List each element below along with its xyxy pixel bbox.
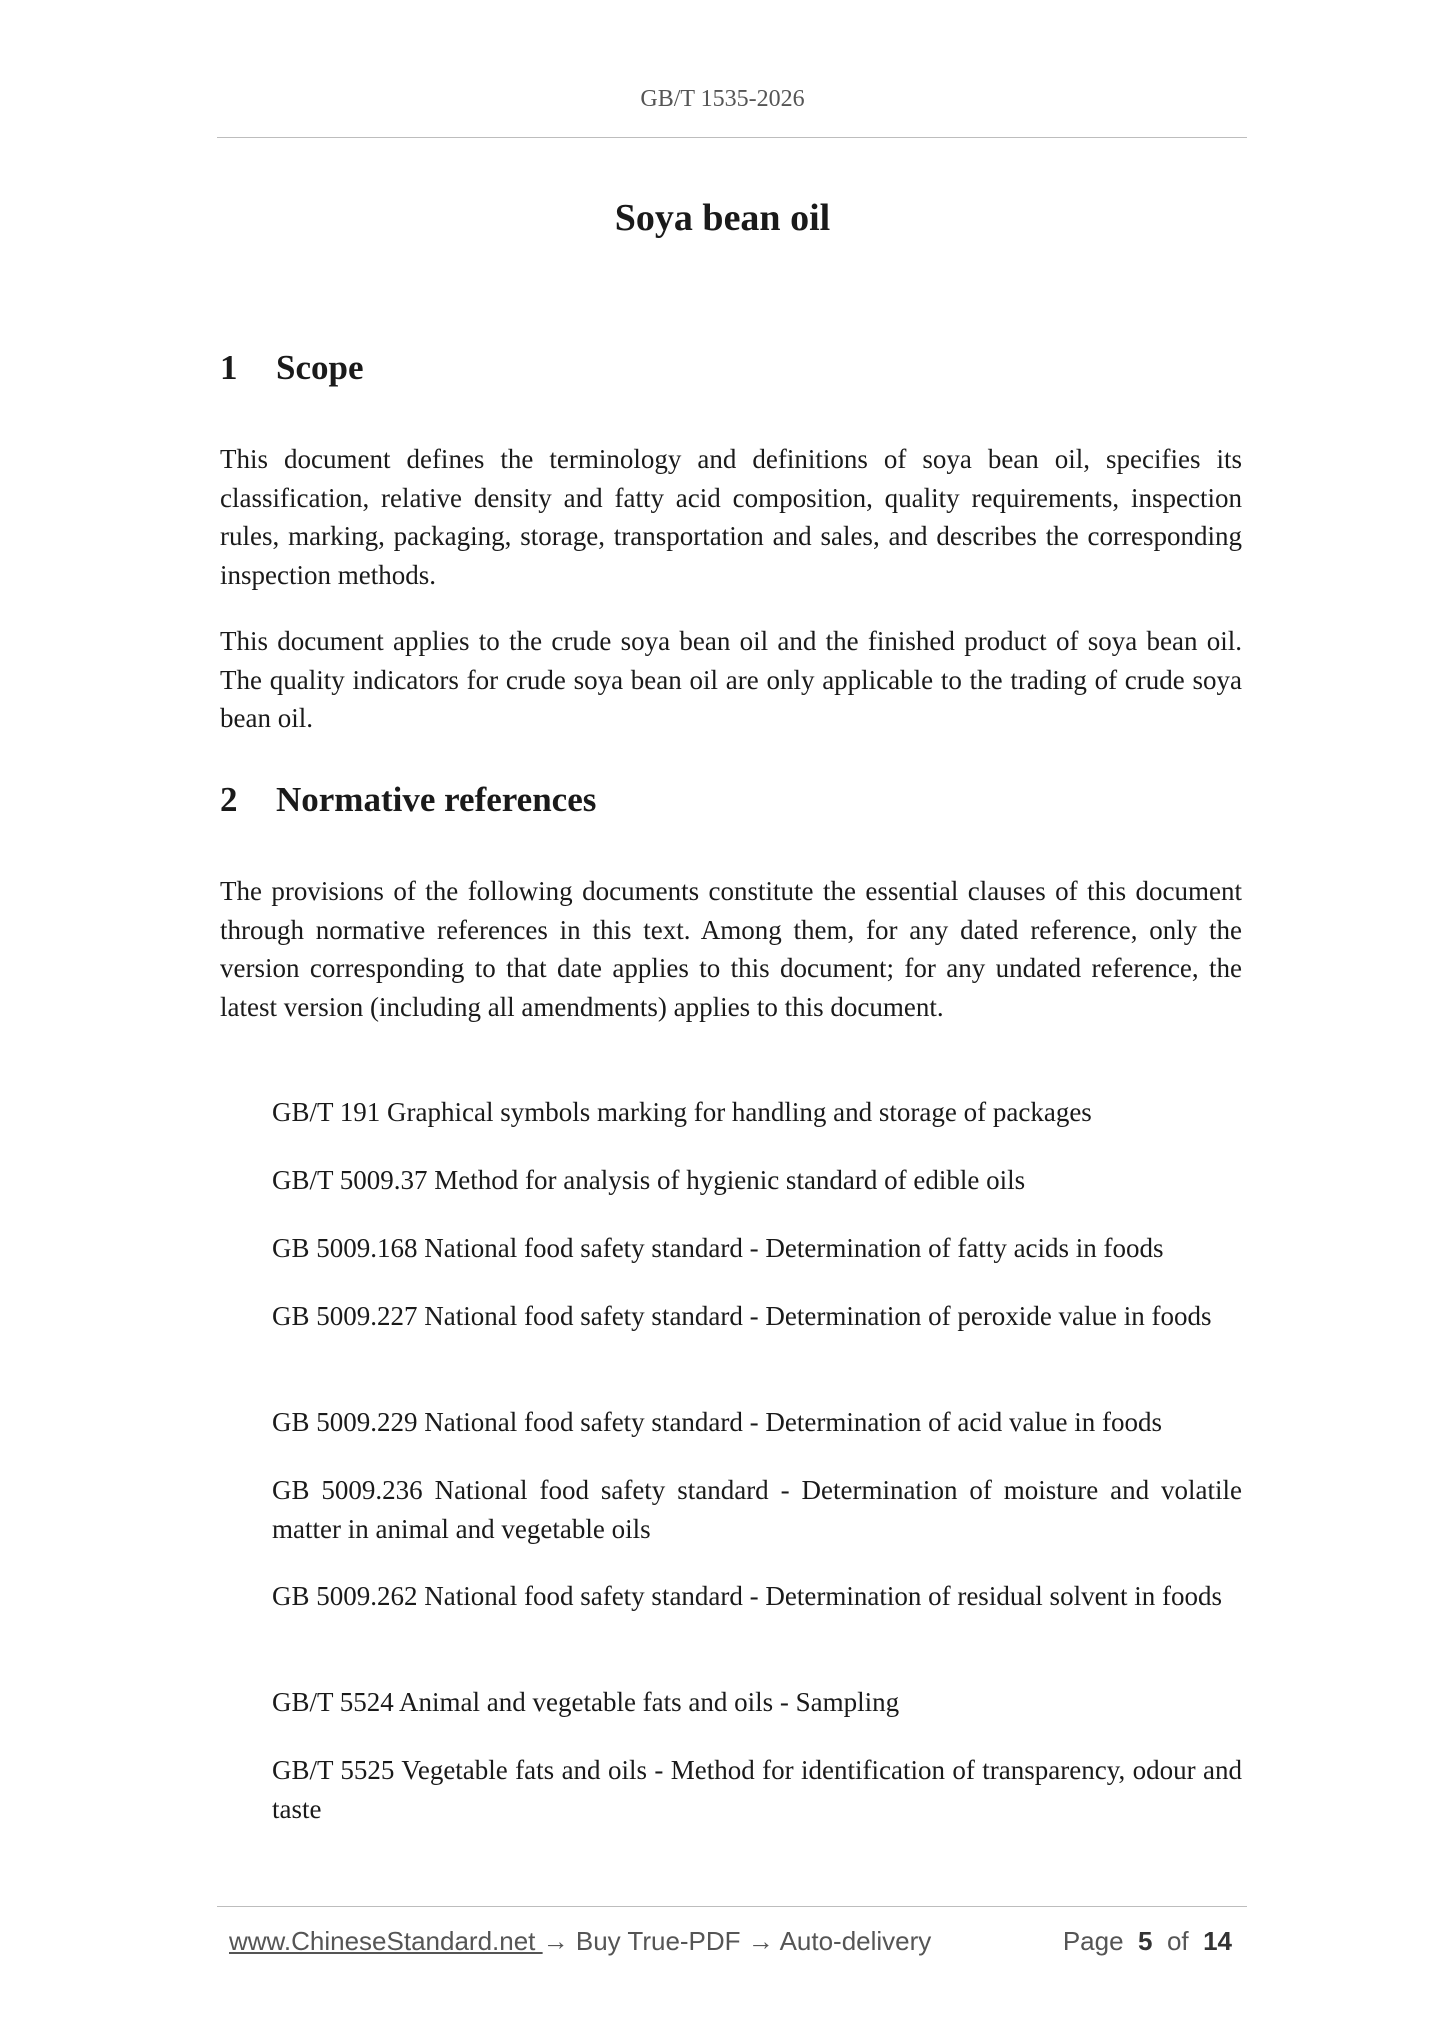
page-label: Page <box>1062 1926 1124 1956</box>
footer-promo <box>229 1926 931 1957</box>
reference-item: GB 5009.229 National food safety standard - Determination of acid value in foods <box>272 1407 1163 1437</box>
auto-delivery-text: Auto-delivery <box>773 1926 932 1956</box>
standard-code-header: GB/T 1535-2026 <box>640 86 805 112</box>
reference-item: GB/T 5524 Animal and vegetable fats and oils - Sampling <box>272 1687 900 1717</box>
section-heading-scope <box>220 348 364 388</box>
reference-item: GB/T 191 Graphical symbols marking for handling and storage of packages <box>272 1097 1092 1127</box>
section-number: 2 <box>220 780 238 819</box>
page-of-label: of <box>1166 1926 1189 1956</box>
section-title: Scope <box>276 348 364 387</box>
section-title: Normative references <box>276 780 597 819</box>
reference-item: GB 5009.168 National food safety standard - Determination of fatty acids in foods <box>272 1233 1164 1263</box>
header-divider <box>217 137 1247 138</box>
document-title: Soya bean oil <box>614 197 831 239</box>
total-pages: 14 <box>1203 1926 1232 1956</box>
footer-divider <box>217 1906 1247 1907</box>
reference-item: GB/T 5009.37 Method for analysis of hygienic standard of edible oils <box>272 1165 1026 1195</box>
reference-item: GB 5009.227 National food safety standard - Determination of peroxide value in foods <box>272 1301 1212 1331</box>
website-link[interactable]: www.ChineseStandard.net <box>229 1926 543 1956</box>
scope-paragraph-1: This document defines the terminology and definitions of soya bean oil, specifies its classification, relative density and fatty acid composition, quality requirements, inspection rules, marking, packaging, storage, transportation and sales, and describes the corresponding inspection methods. <box>220 444 1242 590</box>
current-page: 5 <box>1138 1926 1153 1956</box>
section-heading-normative-references <box>220 780 596 820</box>
section-number: 1 <box>220 348 238 387</box>
references-intro-paragraph: The provisions of the following documents constitute the essential clauses of this document through normative references in this text. Among them, for any dated reference, only the version corresponding to that date applies to this document; for any undated reference, the latest version (including all amendments) applies to this document. <box>220 876 1242 1022</box>
reference-item: GB 5009.236 National food safety standard - Determination of moisture and volatile matter in animal and vegetable oils <box>272 1475 1242 1544</box>
reference-item: GB 5009.262 National food safety standard - Determination of residual solvent in foods <box>272 1581 1223 1611</box>
page-number <box>1063 1926 1232 1957</box>
buy-true-pdf-text: Buy True-PDF <box>568 1926 748 1956</box>
reference-item: GB/T 5525 Vegetable fats and oils - Method for identification of transparency, odour and taste <box>272 1755 1242 1824</box>
arrow-right-icon: → <box>542 1926 569 1956</box>
arrow-right-icon: → <box>747 1926 774 1956</box>
scope-paragraph-2: This document applies to the crude soya bean oil and the finished product of soya bean oil. The quality indicators for crude soya bean oil are only applicable to the trading of crude soya bean oil. <box>220 626 1242 733</box>
